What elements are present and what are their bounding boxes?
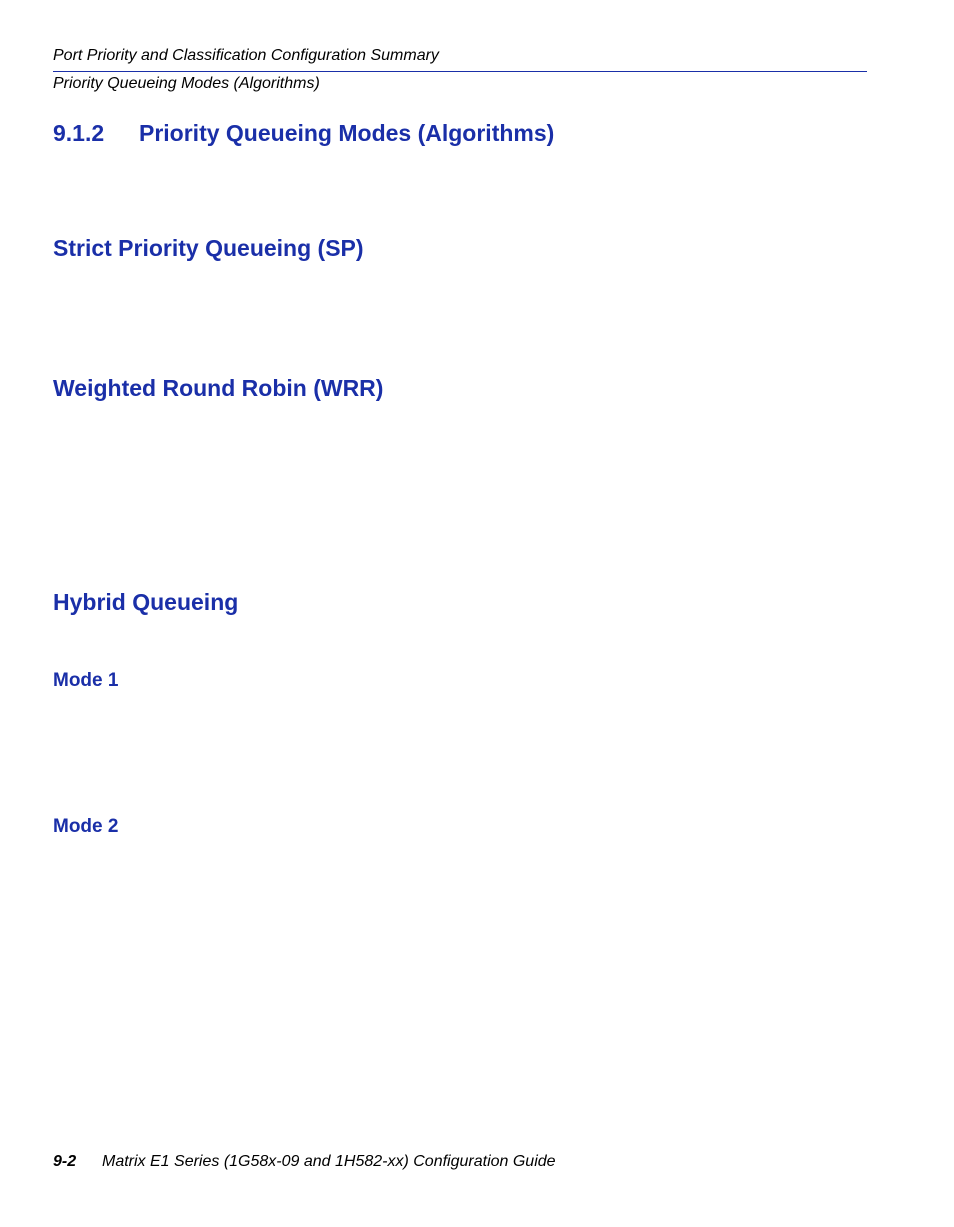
heading-mode-1: Mode 1 (53, 670, 119, 691)
section-number: 9.1.2 (53, 120, 105, 146)
running-head-chapter: Port Priority and Classification Configuration Summary (53, 47, 439, 64)
running-head-section: Priority Queueing Modes (Algorithms) (53, 75, 320, 92)
section-title: Priority Queueing Modes (Algorithms) (139, 120, 555, 146)
guide-title: Matrix E1 Series (1G58x-09 and 1H582-xx) Configuration Guide (102, 1153, 556, 1170)
heading-strict-priority: Strict Priority Queueing (SP) (53, 235, 364, 261)
heading-hybrid-queueing: Hybrid Queueing (53, 589, 239, 615)
page-footer (53, 1153, 556, 1171)
heading-weighted-round-robin: Weighted Round Robin (WRR) (53, 375, 384, 401)
heading-mode-2: Mode 2 (53, 816, 119, 837)
page-number: 9-2 (53, 1153, 77, 1170)
section-heading (53, 120, 554, 147)
header-rule (53, 71, 867, 72)
